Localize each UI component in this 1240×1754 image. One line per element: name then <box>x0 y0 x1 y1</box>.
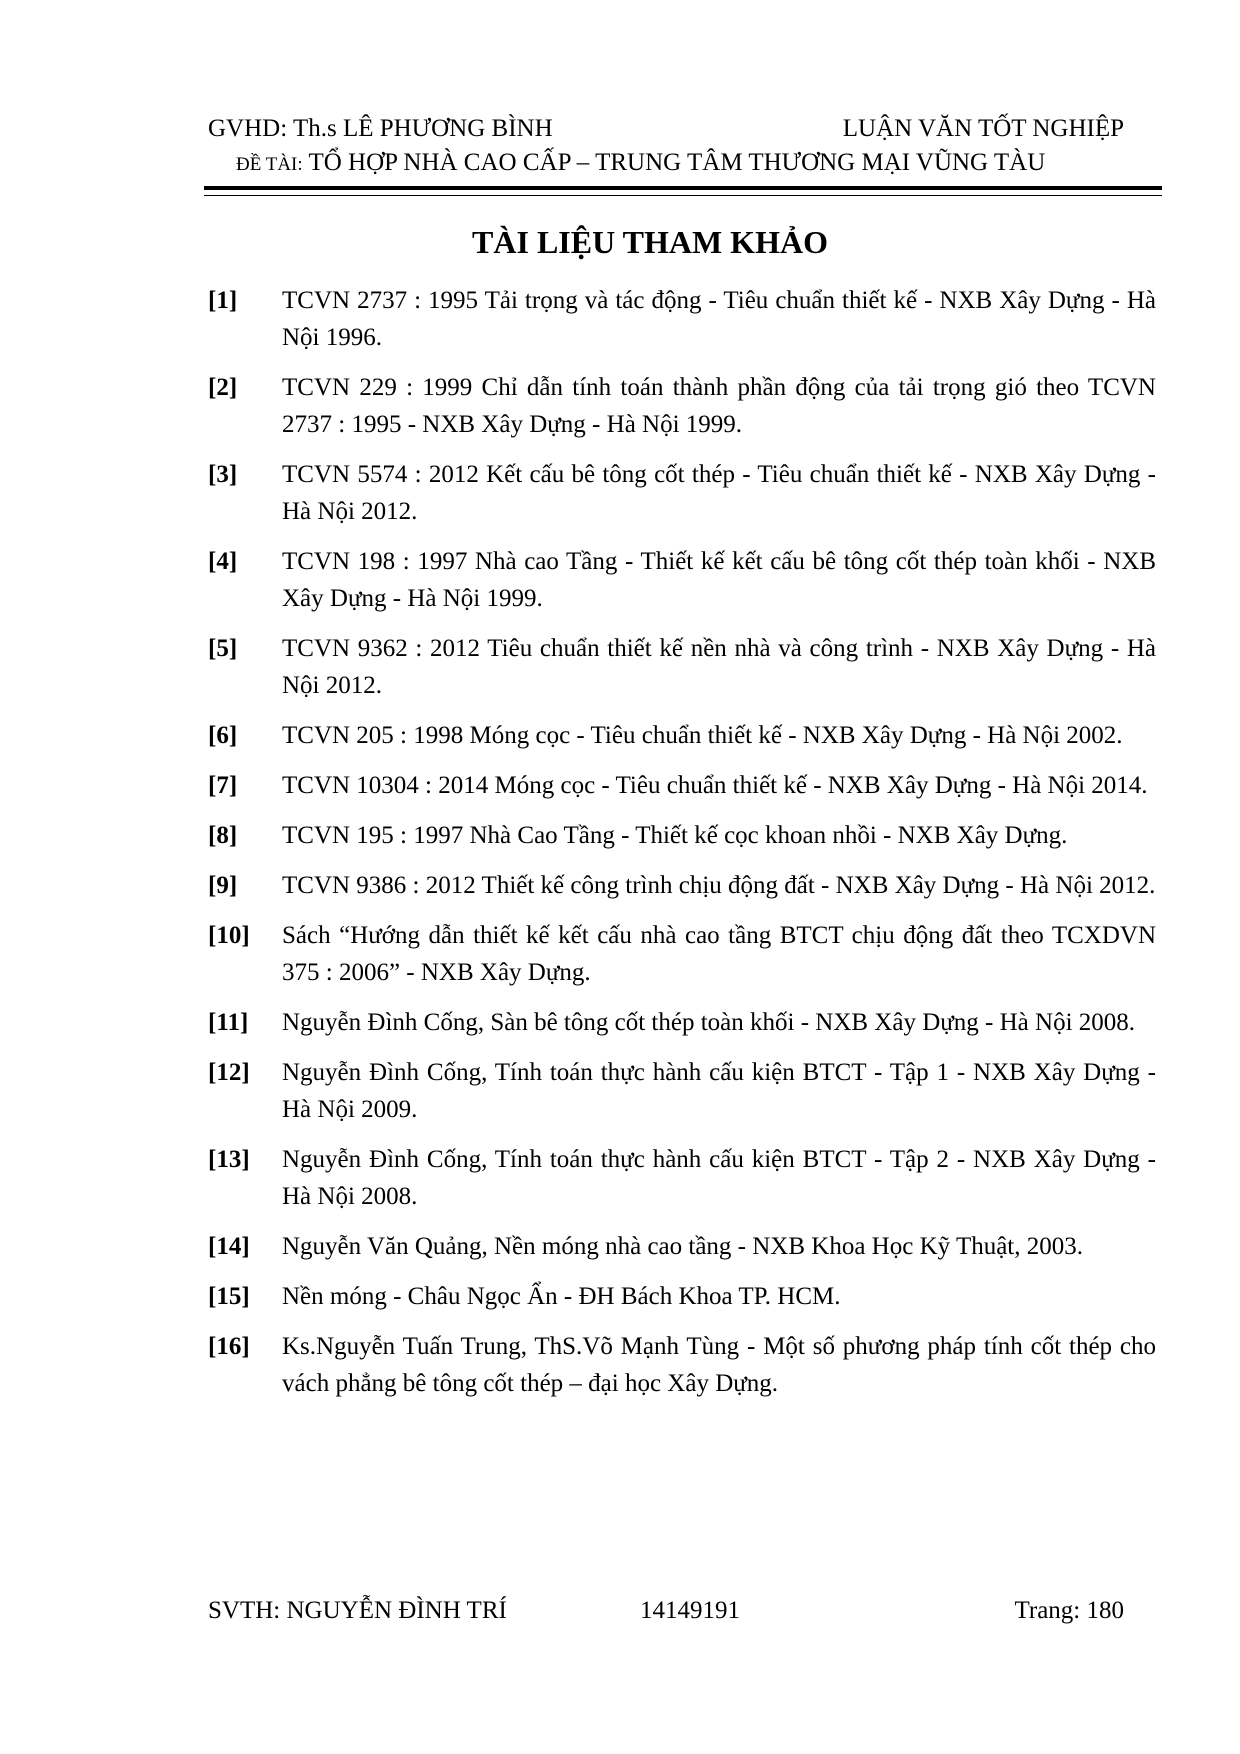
reference-text: TCVN 205 : 1998 Móng cọc - Tiêu chuẩn thiết kế - NXB Xây Dựng - Hà Nội 2002. <box>282 722 1123 749</box>
reference-number: [4] <box>208 548 238 575</box>
reference-item <box>208 1328 1156 1402</box>
reference-text: TCVN 5574 : 2012 Kết cấu bê tông cốt thép - Tiêu chuẩn thiết kế - NXB Xây Dựng - Hà Nội 2012. <box>282 461 1156 525</box>
reference-number: [12] <box>208 1059 250 1086</box>
reference-number: [14] <box>208 1233 250 1260</box>
reference-number: [13] <box>208 1146 250 1173</box>
reference-text: Nền móng - Châu Ngọc Ẩn - ĐH Bách Khoa TP. HCM. <box>282 1283 841 1310</box>
reference-number: [15] <box>208 1283 250 1310</box>
reference-text: TCVN 10304 : 2014 Móng cọc - Tiêu chuẩn thiết kế - NXB Xây Dựng - Hà Nội 2014. <box>282 772 1148 799</box>
reference-number: [7] <box>208 772 238 799</box>
topic-line <box>236 148 1045 180</box>
reference-text: TCVN 9362 : 2012 Tiêu chuẩn thiết kế nền nhà và công trình - NXB Xây Dựng - Hà Nội 2012. <box>282 635 1156 699</box>
reference-number: [11] <box>208 1009 249 1036</box>
reference-item <box>208 1054 1156 1128</box>
reference-number: [16] <box>208 1333 250 1360</box>
reference-item <box>208 1004 1156 1041</box>
reference-text: Sách “Hướng dẫn thiết kế kết cấu nhà cao tầng BTCT chịu động đất theo TCXDVN 375 : 2006” - NXB Xây Dựng. <box>282 922 1156 986</box>
reference-text: Nguyễn Đình Cống, Tính toán thực hành cấu kiện BTCT - Tập 2 - NXB Xây Dựng - Hà Nội 2008. <box>282 1146 1156 1210</box>
reference-item <box>208 917 1156 991</box>
reference-text: TCVN 195 : 1997 Nhà Cao Tầng - Thiết kế cọc khoan nhồi - NXB Xây Dựng. <box>282 822 1068 849</box>
reference-text: TCVN 9386 : 2012 Thiết kế công trình chịu động đất - NXB Xây Dựng - Hà Nội 2012. <box>282 872 1156 899</box>
reference-item <box>208 1278 1156 1315</box>
advisor-label: GVHD: Th.s LÊ PHƯƠNG BÌNH <box>208 115 553 142</box>
student-id: 14149191 <box>640 1597 740 1624</box>
student-name: SVTH: NGUYỄN ĐÌNH TRÍ <box>208 1597 507 1624</box>
topic-prefix: ĐỀ TÀI: <box>236 154 303 175</box>
reference-item <box>208 817 1156 854</box>
reference-item <box>208 1141 1156 1215</box>
reference-text: Nguyễn Văn Quảng, Nền móng nhà cao tầng - NXB Khoa Học Kỹ Thuật, 2003. <box>282 1233 1084 1260</box>
reference-item <box>208 630 1156 704</box>
reference-number: [8] <box>208 822 238 849</box>
reference-number: [6] <box>208 722 238 749</box>
reference-text: TCVN 2737 : 1995 Tải trọng và tác động - Tiêu chuẩn thiết kế - NXB Xây Dựng - Hà Nội 1996. <box>282 287 1156 351</box>
reference-item <box>208 456 1156 530</box>
document-type-label: LUẬN VĂN TỐT NGHIỆP <box>842 115 1124 142</box>
reference-number: [5] <box>208 635 238 662</box>
reference-item <box>208 1228 1156 1265</box>
reference-item <box>208 282 1156 356</box>
reference-text: Nguyễn Đình Cống, Tính toán thực hành cấu kiện BTCT - Tập 1 - NXB Xây Dựng - Hà Nội 2009. <box>282 1059 1156 1123</box>
reference-list <box>208 282 1156 1415</box>
header-divider-thin <box>204 195 1162 196</box>
reference-text: Ks.Nguyễn Tuấn Trung, ThS.Võ Mạnh Tùng - Một số phương pháp tính cốt thép cho vách phẳng bê tông cốt thép – đại học Xây Dựng. <box>282 1333 1156 1397</box>
reference-number: [3] <box>208 461 238 488</box>
reference-text: Nguyễn Đình Cống, Sàn bê tông cốt thép toàn khối - NXB Xây Dựng - Hà Nội 2008. <box>282 1009 1136 1036</box>
topic-title: TỔ HỢP NHÀ CAO CẤP – TRUNG TÂM THƯƠNG MẠI VŨNG TÀU <box>308 149 1046 176</box>
reference-number: [2] <box>208 374 238 401</box>
reference-number: [9] <box>208 872 238 899</box>
reference-item <box>208 867 1156 904</box>
reference-item <box>208 543 1156 617</box>
reference-text: TCVN 198 : 1997 Nhà cao Tầng - Thiết kế kết cấu bê tông cốt thép toàn khối - NXB Xây Dựng - Hà Nội 1999. <box>282 548 1156 612</box>
reference-item <box>208 369 1156 443</box>
page-number: Trang: 180 <box>1014 1597 1124 1624</box>
reference-number: [10] <box>208 922 250 949</box>
page-title: TÀI LIỆU THAM KHẢO <box>472 224 828 260</box>
reference-text: TCVN 229 : 1999 Chỉ dẫn tính toán thành phần động của tải trọng gió theo TCVN 2737 : 1995 - NXB Xây Dựng - Hà Nội 1999. <box>282 374 1156 438</box>
header-divider-thick <box>204 186 1162 190</box>
reference-item <box>208 717 1156 754</box>
reference-number: [1] <box>208 287 238 314</box>
reference-item <box>208 767 1156 804</box>
